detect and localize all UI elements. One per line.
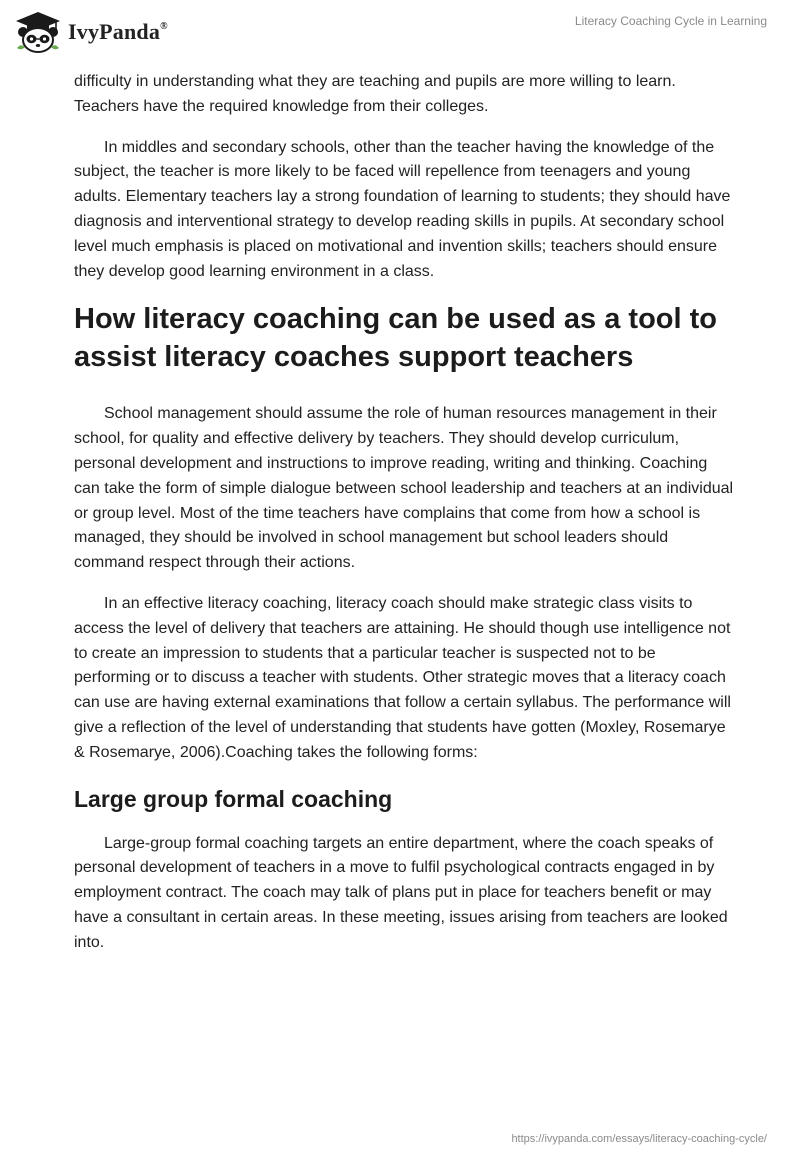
paragraph-school-management: School management should assume the role of human resources management in their school, for quality and effective delivery by teachers. They should develop curriculum, personal development and instructions to improve reading, writing and thinking. Coaching can take the form of simple dialogue between school leadership and teachers at an individual or group level. Most of the time teachers have complains that come from how a school is managed, they should be involved in school management but school leaders should command respect through their actions. [74, 405, 734, 572]
page-header [0, 0, 800, 70]
paragraph-secondary-schools: In middles and secondary schools, other than the teacher having the knowledge of the subject, the teacher is more likely to be faced will repellence from teenagers and young adults. Elementary teachers lay a strong foundation of learning to students; they should have diagnosis and interventional strategy to develop reading skills in pupils. At secondary school level much emphasis is placed on motivational and invention skills; teachers should ensure they develop good learning environment in a class. [74, 138, 731, 280]
source-url[interactable]: https://ivypanda.com/essays/literacy-coaching-cycle/ [511, 1133, 767, 1145]
paragraph-effective-coaching: In an effective literacy coaching, literacy coach should make strategic class visits to access the level of delivery that teachers are attaining. He should though use intelligence not to create an impression to students that a particular teacher is suspected not to be performing or to discuss a teacher with students. Other strategic moves that a literacy coach can use are having external examinations that follow a certain syllabus. The performance will give a reflection of the level of understanding that students have gotten (Moxley, Rosemarye & Rosemarye, 2006).Coaching takes the following forms: [74, 594, 731, 761]
ivypanda-logo[interactable] [14, 10, 168, 54]
paragraph-continued: difficulty in understanding what they are teaching and pupils are more willing to learn. Teachers have the required knowledge from their colleges. [74, 73, 676, 115]
section-heading-literacy-coaching-tool: How literacy coaching can be used as a tool to assist literacy coaches support teachers [74, 303, 717, 374]
subheading-large-group-coaching: Large group formal coaching [74, 785, 393, 812]
brand-name: IvyPanda® [68, 19, 168, 44]
panda-graduate-icon [14, 10, 62, 54]
paragraph-large-group: Large-group formal coaching targets an entire department, where the coach speaks of personal development of teachers in a move to fulfil psychological contracts engaged in by employment contract. The coach may talk of plans put in place for teachers benefit or may have a consultant in certain areas. In these meeting, issues arising from teachers are looked into. [74, 834, 728, 951]
document-title: Literacy Coaching Cycle in Learning [574, 14, 767, 28]
essay-body [74, 70, 734, 972]
